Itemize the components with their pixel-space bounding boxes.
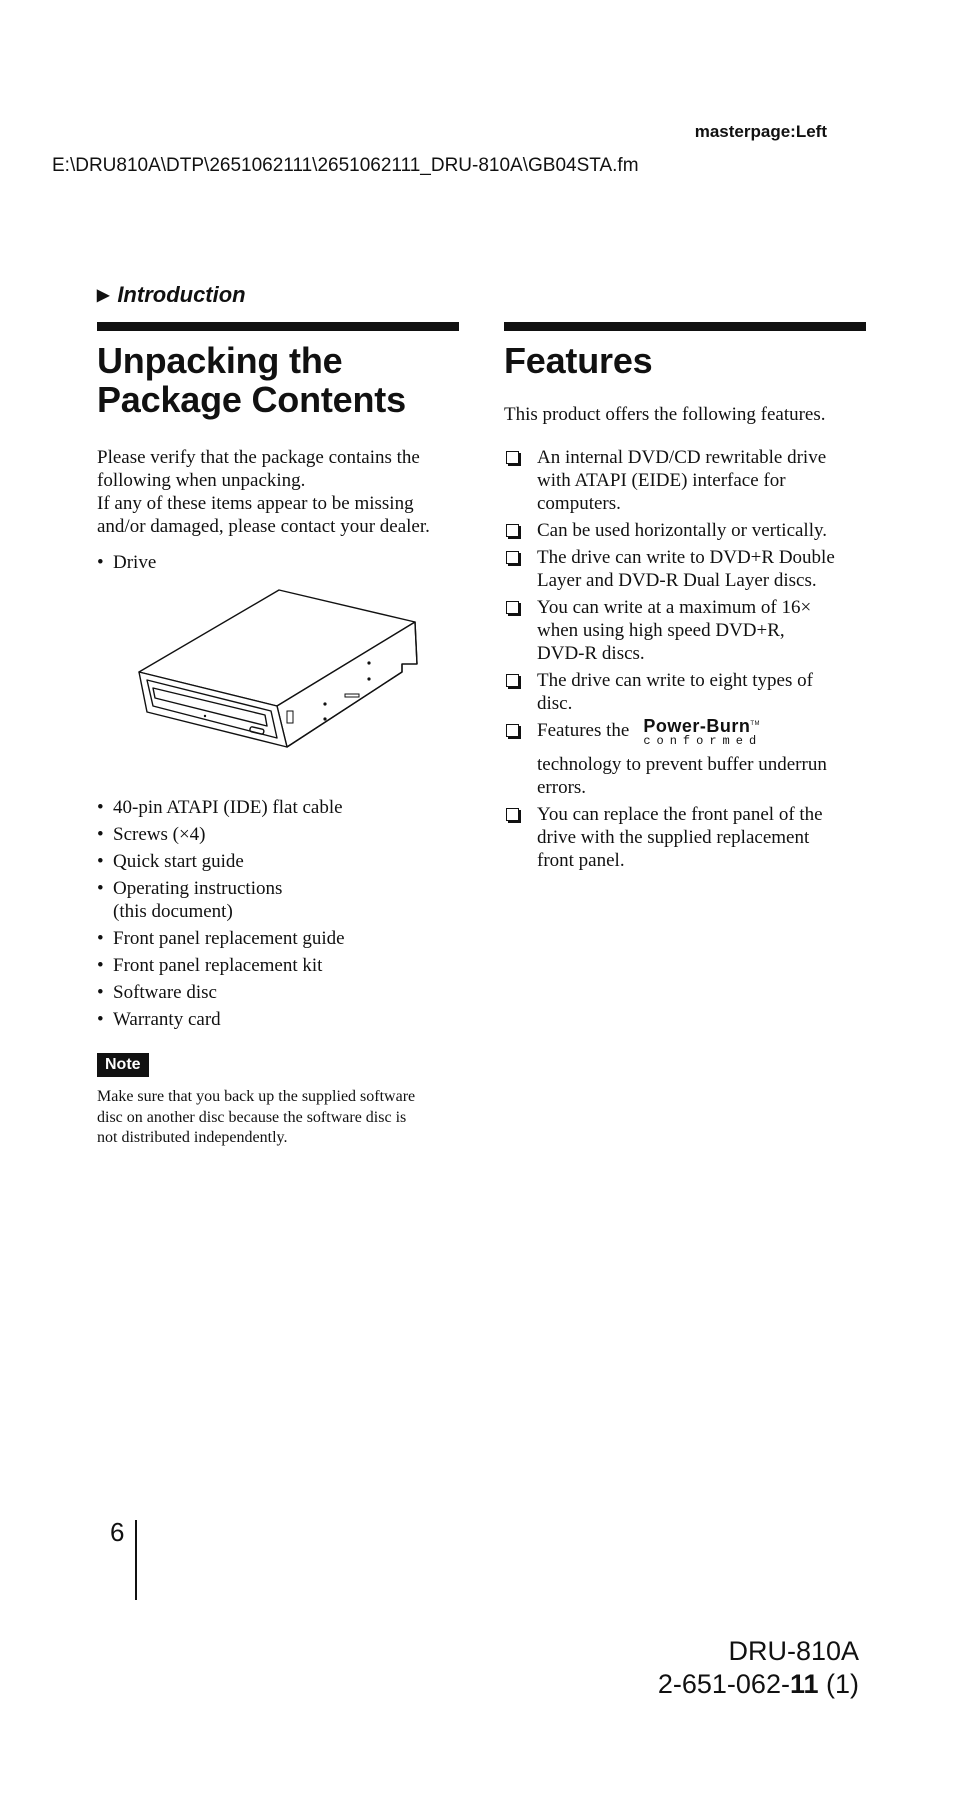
feature-text: technology to prevent buffer underrun (537, 754, 827, 775)
checkbox-icon (506, 551, 519, 564)
feature-text: computers. (537, 493, 621, 514)
list-item: • Quick start guide (97, 851, 244, 872)
masterpage-label: masterpage:Left (694, 122, 827, 141)
triangle-right-icon: ▶ (97, 287, 110, 304)
feature-text: disc. (537, 693, 573, 714)
section-marker (97, 282, 246, 308)
text-line: following when unpacking. (97, 470, 306, 491)
footer-model-block (658, 1635, 859, 1701)
part-code (658, 1668, 859, 1701)
list-item: • 40-pin ATAPI (IDE) flat cable (97, 797, 343, 818)
feature-text: front panel. (537, 850, 625, 871)
heading-rule (97, 322, 459, 331)
title-line: Unpacking the (97, 340, 343, 381)
logo-sub: conformed (643, 734, 763, 748)
page-number: 6 (110, 1517, 125, 1547)
feature-text: Features the (537, 720, 630, 741)
text-line: not distributed independently. (97, 1129, 288, 1146)
note-badge: Note (97, 1053, 149, 1077)
list-item: • Warranty card (97, 1009, 221, 1030)
page-number-rule (135, 1520, 137, 1600)
feature-text: The drive can write to eight types of (537, 670, 813, 691)
section-label: Introduction (117, 282, 246, 307)
title-line: Package Contents (97, 379, 406, 420)
text-line: and/or damaged, please contact your dealer. (97, 516, 430, 537)
package-list (97, 796, 459, 1031)
feature-text: with ATAPI (EIDE) interface for (537, 470, 786, 491)
package-list-first (97, 551, 459, 574)
list-item-text: Drive (113, 552, 157, 573)
feature-text: You can replace the front panel of the (537, 804, 823, 825)
dvd-drive-illustration (137, 582, 427, 772)
features-title: Features (504, 340, 653, 381)
power-burn-logo (643, 715, 783, 749)
checkbox-icon (506, 451, 519, 464)
feature-text: Can be used horizontally or vertically. (537, 520, 828, 541)
list-item-text: Front panel replacement guide (113, 928, 345, 949)
feature-text: errors. (537, 777, 587, 798)
heading-rule (504, 322, 866, 331)
text-line: Please verify that the package contains the (97, 447, 420, 468)
list-item: • Operating instructions (this document) (97, 878, 283, 922)
list-item-text: Operating instructions (113, 878, 283, 899)
feature-item (504, 803, 866, 872)
features-intro: This product offers the following features. (504, 404, 826, 425)
checkbox-icon (506, 724, 519, 737)
intro-paragraph (97, 446, 459, 538)
list-item: • Software disc (97, 982, 217, 1003)
feature-text: when using high speed DVD+R, (537, 620, 785, 641)
list-item-text: Quick start guide (113, 851, 244, 872)
checkbox-icon (506, 808, 519, 821)
file-path: E:\DRU810A\DTP\2651062111\2651062111_DRU-810A\GB04STA.fm (52, 155, 639, 176)
list-item: • Front panel replacement kit (97, 955, 323, 976)
list-item: • Front panel replacement guide (97, 928, 345, 949)
feature-item (504, 546, 866, 592)
model-name: DRU-810A (728, 1636, 859, 1666)
left-column (97, 322, 459, 1149)
list-item-text: Front panel replacement kit (113, 955, 323, 976)
text-line: disc on another disc because the software disc is (97, 1108, 407, 1126)
feature-text: You can write at a maximum of 16× (537, 597, 812, 618)
logo-tm: TM (750, 721, 761, 727)
feature-text: Layer and DVD-R Dual Layer discs. (537, 570, 817, 591)
feature-text: drive with the supplied replacement (537, 827, 810, 848)
logo-word: Power-Burn (643, 716, 751, 736)
checkbox-icon (506, 674, 519, 687)
list-item-text: Screws (×4) (113, 824, 206, 845)
feature-item (504, 716, 866, 799)
feature-item (504, 596, 866, 665)
list-item-text: (this document) (113, 901, 233, 922)
checkbox-icon (506, 524, 519, 537)
part-code-prefix: 2-651-062- (657, 1669, 790, 1699)
feature-text: DVD-R discs. (537, 643, 645, 664)
note-text (97, 1087, 459, 1149)
feature-item (504, 446, 866, 515)
features-list (504, 446, 866, 872)
list-item-text: Software disc (113, 982, 217, 1003)
feature-text: The drive can write to DVD+R Double (537, 547, 835, 568)
feature-text: An internal DVD/CD rewritable drive (537, 447, 827, 468)
list-item: • Drive (97, 552, 157, 573)
checkbox-icon (506, 601, 519, 614)
page-title (97, 341, 459, 419)
list-item-text: 40-pin ATAPI (IDE) flat cable (113, 797, 343, 818)
right-column (504, 322, 866, 876)
list-item: • Screws (×4) (97, 824, 206, 845)
text-line: Make sure that you back up the supplied software (97, 1088, 416, 1105)
feature-item (504, 669, 866, 715)
text-line: If any of these items appear to be missing (97, 493, 414, 514)
drive-svg (137, 582, 427, 772)
note-block (97, 1053, 459, 1149)
part-code-bold: 11 (789, 1669, 819, 1699)
feature-item (504, 519, 866, 542)
list-item-text: Warranty card (113, 1009, 221, 1030)
part-code-suffix: (1) (818, 1669, 859, 1699)
